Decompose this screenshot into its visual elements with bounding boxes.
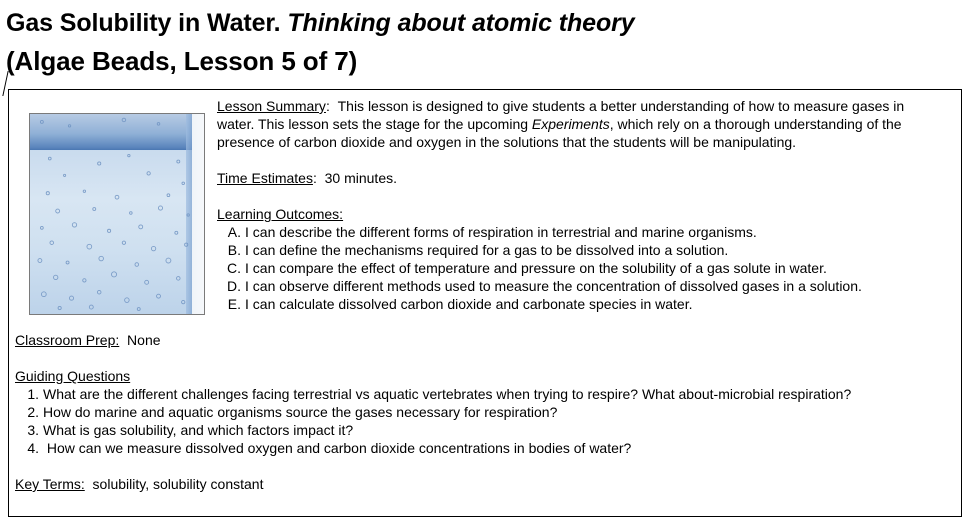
lesson-summary-label: Lesson Summary [217,98,326,114]
lesson-summary-text-2b: , which rely on a thorough understanding of the [609,116,902,132]
list-marker: D. [227,278,241,294]
page-subtitle [6,46,357,76]
time-estimates-value: 30 minutes. [324,170,397,186]
list-marker: A. [227,224,241,240]
time-estimates: Time Estimates: 30 minutes. [217,170,397,186]
list-marker: B. [227,242,241,258]
list-text: I can define the mechanisms required for a gas to be dissolved into a solution. [245,242,729,258]
guiding-questions-label: Guiding Questions [15,368,131,384]
list-text: What are the different challenges facing terrestrial vs aquatic vertebrates when trying to respire? What about-microbial respiration? [43,386,852,402]
experiments-link-text: Experiments [531,116,610,132]
list-text: I can observe different methods used to measure the concentration of dissolved gases in a solution. [245,278,862,294]
list-text: I can compare the effect of temperature and pressure on the solubility of a gas solute in water. [245,260,827,276]
list-marker: C. [227,260,241,276]
water-glass-image [29,113,205,315]
classroom-prep [15,331,161,349]
title-italic: Thinking about atomic theory [287,9,635,37]
lesson-summary-text-1: This lesson is designed to give students a better understanding of how to measure gases in [337,98,905,114]
list-text: I can describe the different forms of respiration in terrestrial and marine organisms. [245,224,757,240]
list-text: What is gas solubility, and which factors impact it? [43,422,354,438]
classroom-prep-label: Classroom Prep: [15,332,120,348]
list-marker: 3. [27,422,39,438]
page-title [6,8,635,38]
list-marker: 4. [27,440,39,456]
subtitle-text: (Algae Beads, Lesson 5 of 7) [6,46,358,76]
list-marker: 2. [27,404,39,420]
key-terms-label: Key Terms: [15,476,85,492]
list-marker: 1. [27,386,39,402]
learning-outcomes-label: Learning Outcomes: [217,206,344,222]
bubbles-icon [30,114,204,314]
key-terms [15,475,263,493]
list-text: I can calculate dissolved carbon dioxide and carbonate species in water. [245,296,693,312]
time-estimates-label: Time Estimates [217,170,313,186]
list-text: How do marine and aquatic organisms source the gases necessary for respiration? [43,404,558,420]
lesson-summary-line-3: presence of carbon dioxide and oxygen in the solutions that the students will be manipulating. [217,134,797,150]
key-terms-value: solubility, solubility constant [92,476,264,492]
list-marker: E. [227,296,241,312]
list-text: How can we measure dissolved oxygen and carbon dioxide concentrations in bodies of water? [43,440,632,456]
classroom-prep-value: None [127,332,161,348]
lesson-summary-line-1: Lesson Summary: This lesson is designed to give students a better understanding of how to measure gases in [217,98,905,114]
lesson-summary-text-2a: water. This lesson sets the stage for the upcoming [217,116,532,132]
title-bold: Gas Solubility in Water. [6,9,281,37]
lesson-summary-line-2 [217,115,902,133]
